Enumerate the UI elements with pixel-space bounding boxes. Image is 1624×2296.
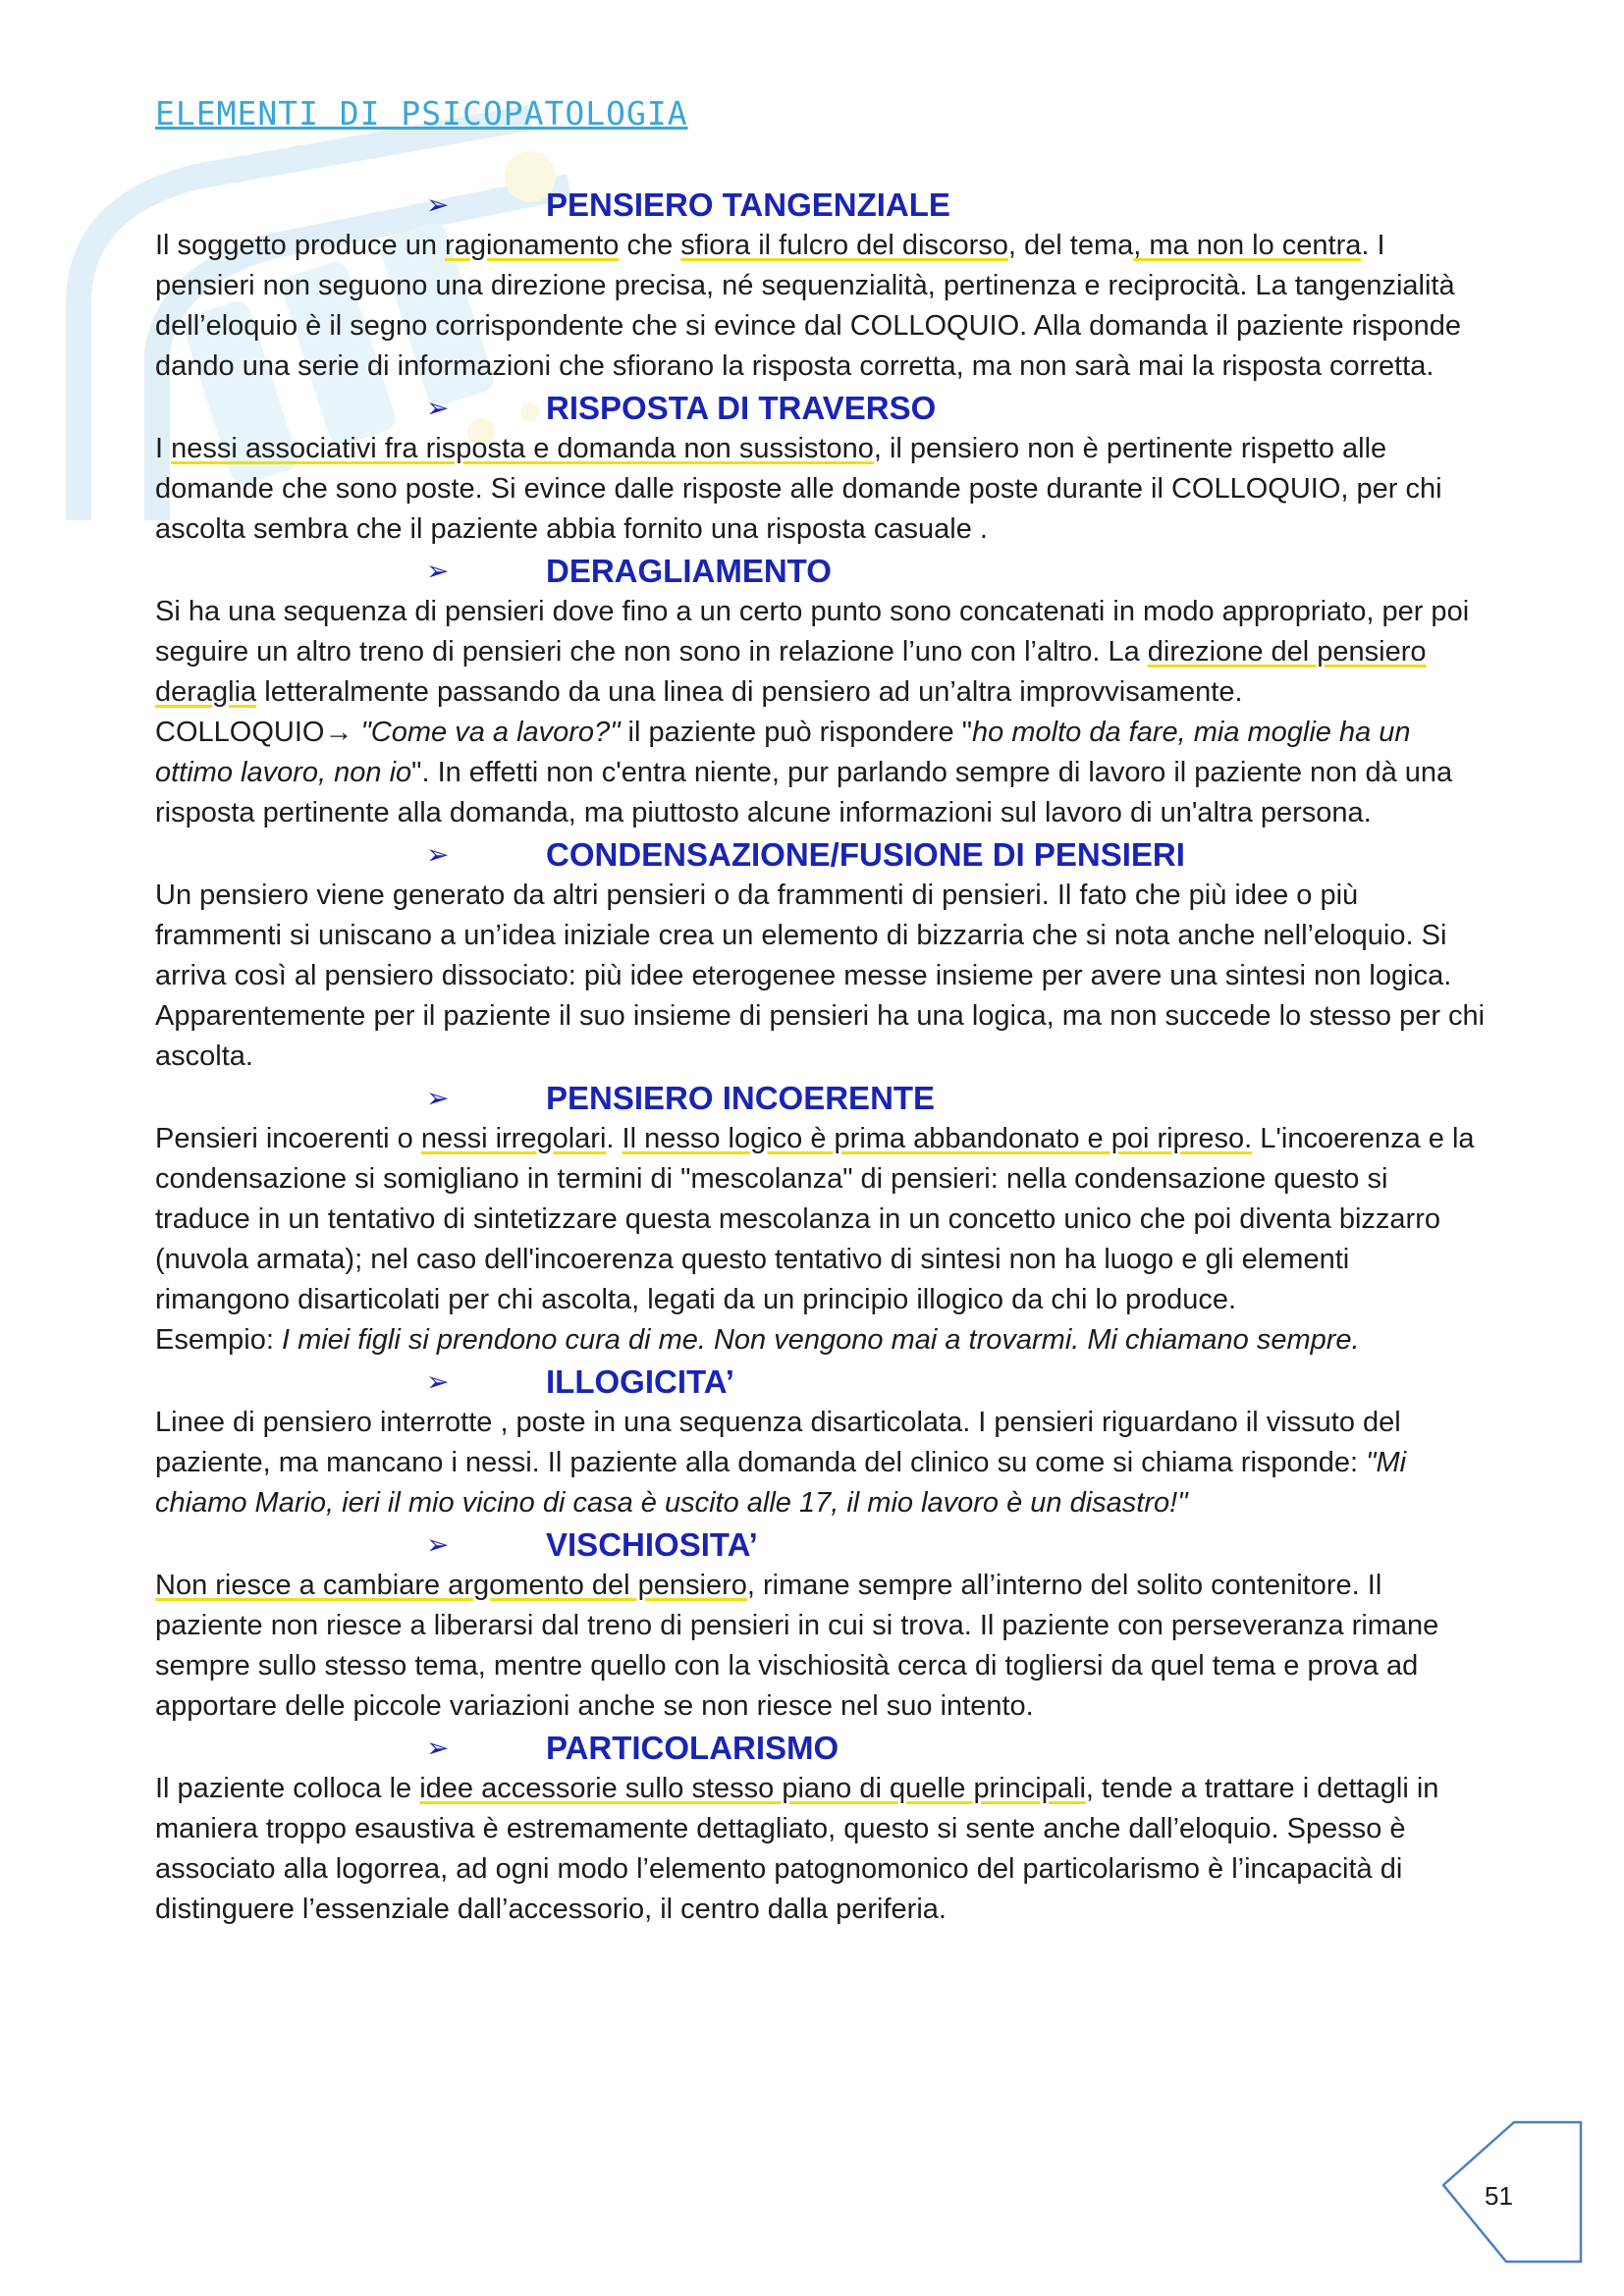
section-risposta-di-traverso [155, 387, 1490, 550]
section-pensiero-tangenziale [155, 184, 1490, 387]
text-run: Il soggetto produce un [155, 230, 446, 261]
arrow-bullet-icon: ➢ [426, 1366, 450, 1397]
arrow-bullet-icon: ➢ [426, 556, 450, 586]
italic-quote: I miei figli si prendono cura di me. Non vengono mai a trovarmi. Mi chiamano sempre. [281, 1324, 1360, 1356]
section-title: RISPOSTA DI TRAVERSO [546, 390, 937, 426]
section-paragraph [155, 429, 1490, 550]
text-run: I [155, 433, 172, 464]
text-run: , il pensiero non è pertinente rispetto alle domande che sono poste. Si evince dalle risposte alle domande poste durante il COLLOQUIO, per chi ascolta sembra che il paziente abbia fornito una risposta casuale . [155, 433, 1442, 545]
arrow-bullet-icon: ➢ [426, 1733, 450, 1763]
italic-quote: ho molto da fare, mia moglie ha un ottimo lavoro, non io [155, 717, 1411, 788]
italic-quote: "Mi chiamo Mario, ieri il mio vicino di casa è uscito alle 17, il mio lavoro è un disastro!" [155, 1447, 1407, 1519]
highlighted-text: sfiora il fulcro del discorso [680, 230, 1008, 261]
section-heading [155, 184, 1490, 226]
section-vischiosita [155, 1523, 1490, 1727]
section-title: DERAGLIAMENTO [546, 553, 832, 589]
highlighted-text: , ma non lo centra [1133, 230, 1362, 261]
section-particolarismo [155, 1727, 1490, 1930]
highlighted-text: idee accessorie sullo stesso piano di quelle principali [419, 1773, 1086, 1804]
text-run: COLLOQUIO [155, 717, 325, 748]
text-run: , tende a trattare i dettagli in maniera troppo esaustiva è estremamente dettagliato, questo si sente anche dall’eloquio. Spesso è associato alla logorrea, ad ogni modo l’elemento patognomonico del particolarismo è l’incapacità di distinguere l’essenziale dall’accessorio, il centro dalla periferia. [155, 1773, 1439, 1925]
section-heading [155, 1523, 1490, 1566]
section-paragraph [155, 1769, 1490, 1930]
text-run: . [606, 1123, 623, 1154]
highlighted-text: nessi associativi fra risposta e domanda non sussistono [171, 433, 874, 464]
text-run: Si ha una sequenza di pensieri dove fino a un certo punto sono concatenati in modo appropriato, per poi seguire un altro treno di pensieri che non sono in relazione l’uno con l’altro. La [155, 596, 1470, 667]
text-run: Linee di pensiero interrotte , poste in una sequenza disarticolata. I pensieri riguardano il vissuto del paziente, ma mancano i nessi. Il paziente alla domanda del clinico su come si chiama risponde: [155, 1407, 1401, 1478]
text-run: L'incoerenza e la condensazione si somigliano in termini di "mescolanza" di pensieri: nella condensazione questo si traduce in un tentativo di sintetizzare questa mescolanza in un concetto unico che poi diventa bizzarro (nuvola armata); nel caso dell'incoerenza questo tentativo di sintesi non ha luogo e gli elementi rimangono disarticolati per chi ascolta, legati da un principio illogico da chi lo produce. [155, 1123, 1475, 1315]
text-run: letteralmente passando da una linea di pensiero ad un’altra improvvisamente. [256, 676, 1243, 708]
document-title: ELEMENTI DI PSICOPATOLOGIA [155, 94, 688, 133]
arrow-bullet-icon: ➢ [426, 393, 450, 423]
section-condensazione [155, 833, 1490, 1077]
arrow-right-icon: → [324, 717, 353, 748]
section-heading [155, 1727, 1490, 1769]
section-heading [155, 387, 1490, 429]
section-deragliamento [155, 550, 1490, 833]
section-title: PARTICOLARISMO [546, 1730, 839, 1766]
arrow-bullet-icon: ➢ [426, 189, 450, 220]
section-heading [155, 833, 1490, 876]
section-title: ILLOGICITA’ [546, 1363, 734, 1400]
example-line [155, 1320, 1490, 1361]
section-paragraph [155, 226, 1490, 387]
section-illogicita [155, 1361, 1490, 1523]
colloquio-example [155, 713, 1490, 833]
text-run: . I pensieri non seguono una direzione precisa, né sequenzialità, pertinenza e reciprocità. La tangenzialità dell’eloquio è il segno corrispondente che si evince dal COLLOQUIO. Alla domanda il paziente risponde dando una serie di informazioni che sfiorano la risposta corretta, ma non sarà mai la risposta corretta. [155, 230, 1461, 382]
section-paragraph [155, 592, 1490, 713]
highlighted-text: Non riesce a cambiare argomento del pensiero [155, 1570, 747, 1601]
text-run: il paziente può rispondere " [620, 717, 973, 748]
arrow-bullet-icon: ➢ [426, 1529, 450, 1560]
highlighted-text: Il nesso logico è prima abbandonato e poi ripreso. [622, 1123, 1253, 1154]
text-run: , del tema [1007, 230, 1134, 261]
page-number: 51 [1485, 2181, 1513, 2211]
section-paragraph [155, 1403, 1490, 1523]
text-run: ". In effetti non c'entra niente, pur parlando sempre di lavoro il paziente non dà una risposta pertinente alla domanda, ma piuttosto alcune informazioni sul lavoro di un'altra persona. [155, 757, 1453, 828]
section-heading [155, 1361, 1490, 1403]
section-paragraph [155, 1119, 1490, 1320]
section-paragraph: Un pensiero viene generato da altri pensieri o da frammenti di pensieri. Il fato che più idee o più frammenti si uniscano a un’idea iniziale crea un elemento di bizzarria che si nota anche nell’eloquio. Si arriva così al pensiero dissociato: più idee eterogenee messe insieme per avere una sintesi non logica. Apparentemente per il paziente il suo insieme di pensieri ha una logica, ma non succede lo stesso per chi ascolta. [155, 880, 1486, 1072]
section-title: PENSIERO TANGENZIALE [546, 187, 950, 223]
section-title: VISCHIOSITA’ [546, 1526, 758, 1563]
section-heading [155, 1077, 1490, 1119]
section-pensiero-incoerente [155, 1077, 1490, 1361]
highlighted-text: ragionamento [445, 230, 620, 261]
text-run: , rimane sempre all’interno del solito contenitore. Il paziente non riesce a liberarsi dal treno di pensieri in cui si trova. Il paziente con perseveranza rimane sempre sullo stesso tema, mentre quello con la vischiosità cerca di togliersi da quel tema e prova ad apportare delle piccole variazioni anche se non riesce nel suo intento. [155, 1570, 1439, 1722]
text-run: Il paziente colloca le [155, 1773, 420, 1804]
highlighted-text: direzione del pensiero deraglia [155, 636, 1427, 708]
italic-quote: "Come va a lavoro?" [360, 717, 621, 748]
highlighted-text: nessi irregolari [420, 1123, 607, 1154]
section-title: PENSIERO INCOERENTE [546, 1080, 936, 1116]
section-heading [155, 550, 1490, 592]
text-run: Pensieri incoerenti o [155, 1123, 421, 1154]
text-run [352, 717, 360, 748]
text-run: Esempio: [155, 1324, 282, 1356]
text-run: che [619, 230, 681, 261]
arrow-bullet-icon: ➢ [426, 1083, 450, 1113]
document-page [155, 94, 1490, 1930]
section-paragraph [155, 1566, 1490, 1727]
section-title: CONDENSAZIONE/FUSIONE DI PENSIERI [546, 836, 1185, 873]
arrow-bullet-icon: ➢ [426, 839, 450, 870]
